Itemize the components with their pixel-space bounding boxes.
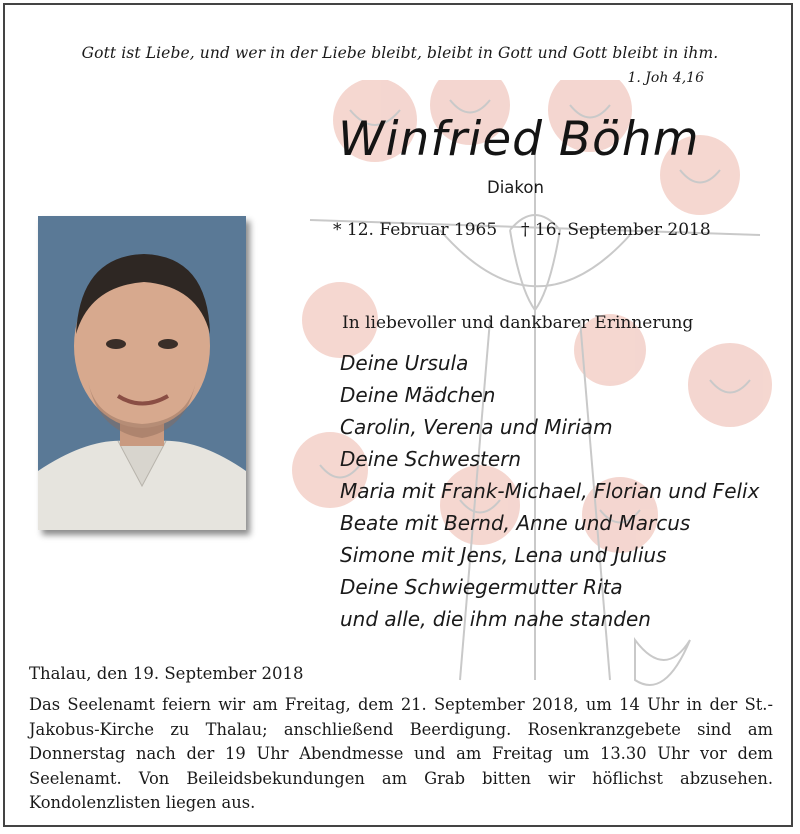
death-date: † 16. September 2018	[521, 220, 711, 240]
funeral-notice-text: Das Seelenamt feiern wir am Freitag, dem 21. September 2018, um 14 Uhr in der St.-Jakobus-Kirche zu Thalau; anschließend Beerdigung. Rosenkranzgebete sind am Donnerstag nach der 19 Uhr Abendmesse und am Freitag um 13.30 Uhr vor dem Seelenamt. Von Beileidsbekundungen am Grab bitten wir höflichst abzusehen. Kondolenzlisten liegen aus.	[29, 695, 773, 812]
mourners-list	[340, 347, 759, 635]
mourner-line: Deine Mädchen	[340, 383, 496, 407]
mourner-line: Simone mit Jens, Lena und Julius	[340, 543, 667, 567]
bible-reference: 1. Joh 4,16	[627, 70, 704, 86]
portrait-illustration	[38, 216, 246, 530]
memory-line: In liebevoller und dankbarer Erinnerung	[342, 313, 694, 333]
portrait-photo	[38, 216, 246, 530]
mourner-line: Deine Schwestern	[340, 447, 522, 471]
mourner-line: Deine Schwiegermutter Rita	[340, 575, 623, 599]
bible-quote: Gott ist Liebe, und wer in der Liebe bleibt, bleibt in Gott und Gott bleibt in ihm.	[81, 44, 719, 62]
mourner-line: Carolin, Verena und Miriam	[340, 415, 613, 439]
deceased-title: Diakon	[487, 178, 544, 197]
mourner-line: und alle, die ihm nahe standen	[340, 607, 651, 631]
mourner-line: Deine Ursula	[340, 351, 469, 375]
mourner-line: Beate mit Bernd, Anne und Marcus	[340, 511, 691, 535]
deceased-name: Winfried Böhm	[338, 112, 700, 167]
place-date: Thalau, den 19. September 2018	[29, 664, 304, 683]
mourner-line: Maria mit Frank-Michael, Florian und Felix	[340, 479, 760, 503]
birth-date: * 12. Februar 1965	[333, 220, 498, 240]
